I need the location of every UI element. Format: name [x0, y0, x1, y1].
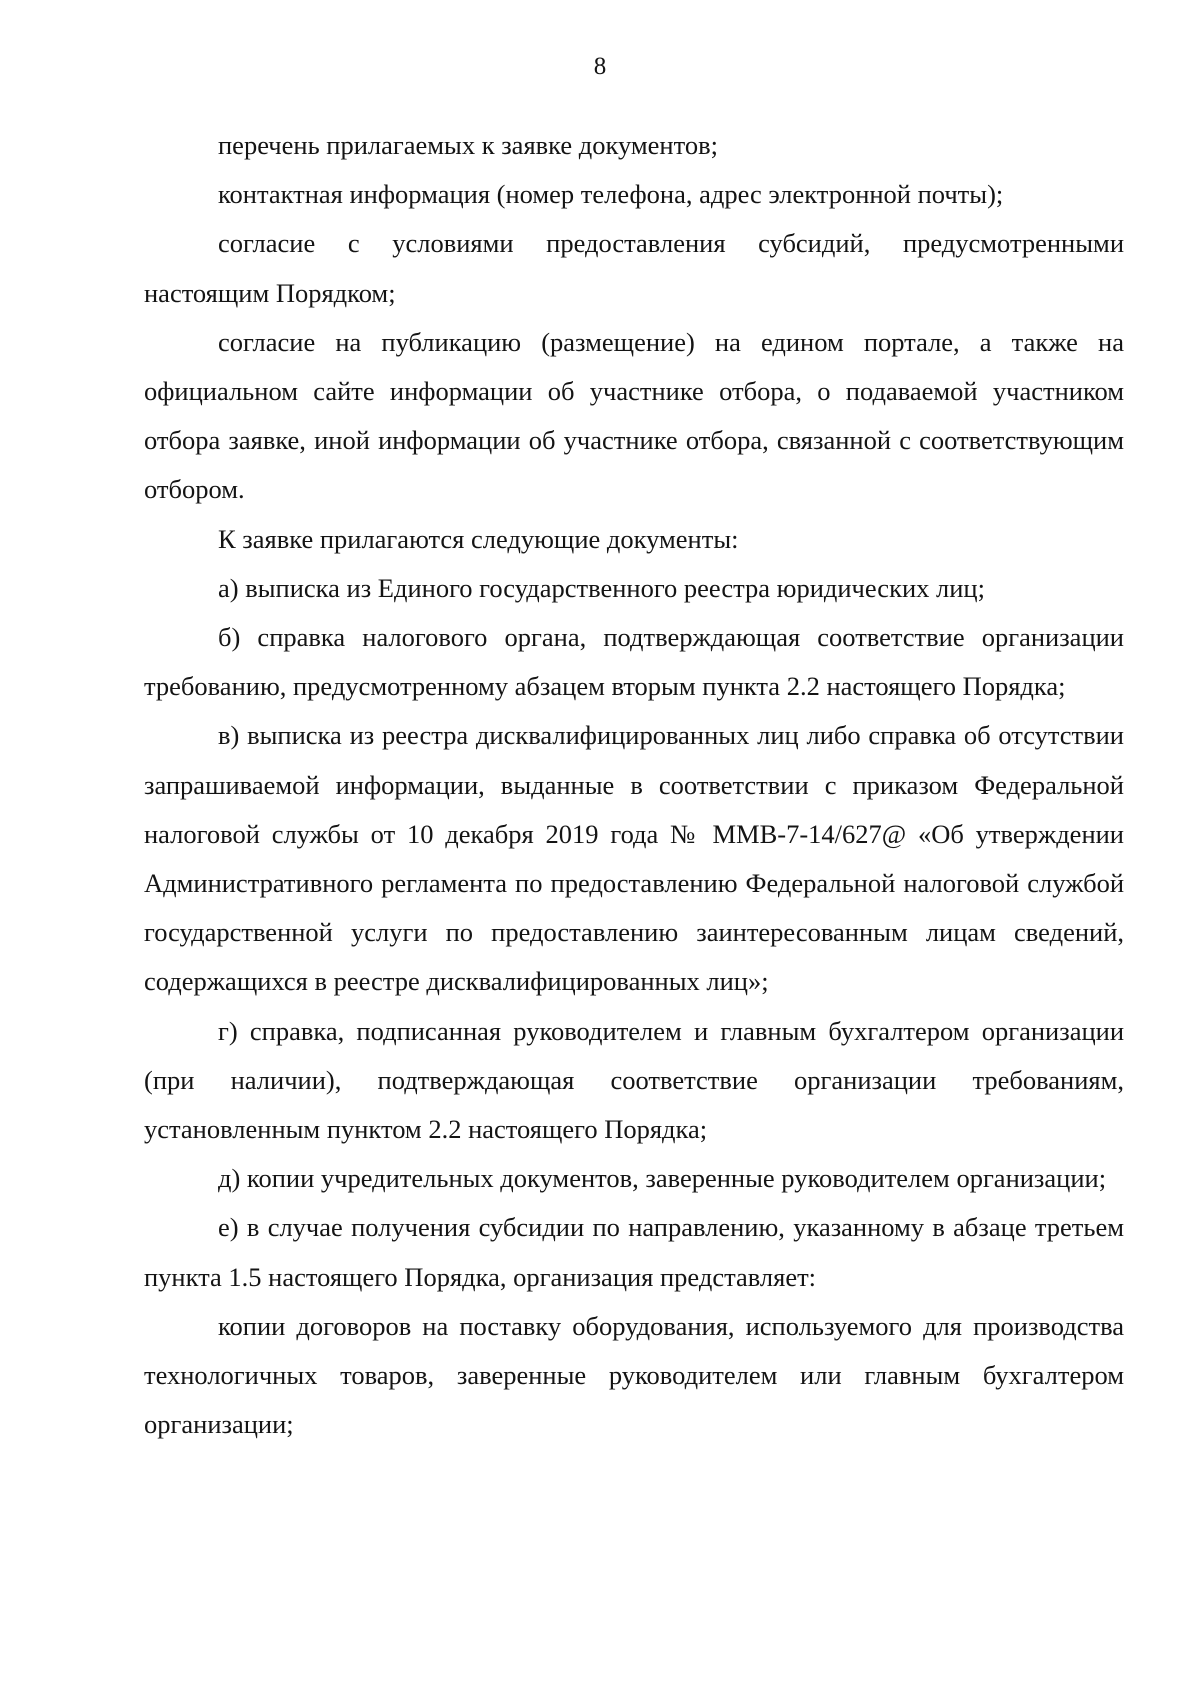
paragraph-equipment-contracts: копии договоров на поставку оборудования, используемого для производства технологичных товаров, заверенные руководителем или главным бухгалтером организации; [144, 1310, 1124, 1440]
paragraph-attached-documents-intro: К заявке прилагаются следующие документы: [218, 523, 739, 554]
page-number: 8 [593, 53, 607, 80]
paragraph-item-b: б) справка налогового органа, подтверждающая соответствие организации требованию, предусмотренному абзацем вторым пункта 2.2 настоящего Порядка; [144, 622, 1124, 702]
paragraph-item-e: е) в случае получения субсидии по направлению, указанному в абзаце третьем пункта 1.5 настоящего Порядка, организация представляет: [144, 1212, 1124, 1292]
document-body [144, 121, 1124, 1449]
paragraph-contact-info: контактная информация (номер телефона, адрес электронной почты); [218, 179, 1004, 210]
paragraph-item-d: д) копии учредительных документов, заверенные руководителем организации; [218, 1163, 1107, 1194]
paragraph-attached-documents-list: перечень прилагаемых к заявке документов; [218, 130, 718, 160]
paragraph-consent-conditions: согласие с условиями предоставления субсидий, предусмотренными настоящим Порядком; [144, 228, 1124, 308]
paragraph-item-v: в) выписка из реестра дисквалифицированных лиц либо справка об отсутствии запрашиваемой информации, выданные в соответствии с приказом Федеральной налоговой службы от 10 декабря 2019 года № ММВ-7-14/627@ «Об утверждении Административного регламента по предоставлению Федеральной налоговой службой государственной услуги по предоставлению заинтересованным лицам сведений, содержащихся в реестре дисквалифицированных лиц»; [144, 720, 1124, 997]
paragraph-item-a: а) выписка из Единого государственного реестра юридических лиц; [218, 572, 985, 603]
paragraph-consent-publication: согласие на публикацию (размещение) на едином портале, а также на официальном сайте информации об участнике отбора, о подаваемой участником отбора заявке, иной информации об участнике отбора, связанной с соответствующим отбором. [144, 326, 1124, 505]
paragraph-item-g: г) справка, подписанная руководителем и главным бухгалтером организации (при наличии), подтверждающая соответствие организации требованиям, установленным пунктом 2.2 настоящего Порядка; [144, 1015, 1124, 1145]
